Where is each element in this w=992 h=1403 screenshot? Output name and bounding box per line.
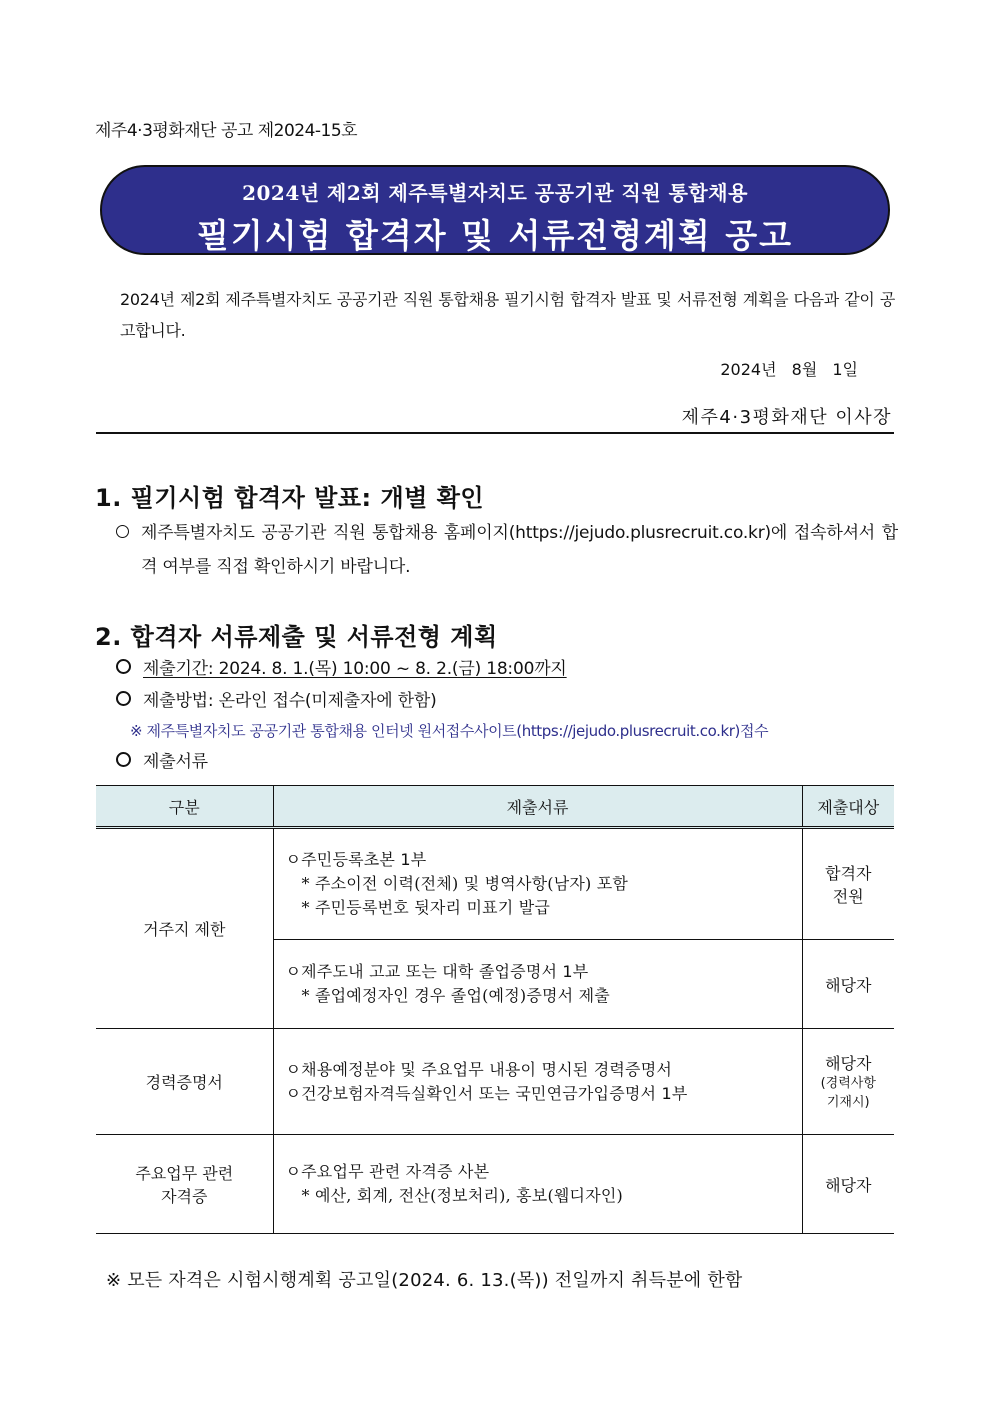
circle-bullet-icon [116, 659, 131, 674]
table-row [96, 1029, 894, 1135]
category-text: 주요업무 관련 [135, 1164, 234, 1183]
target-cell [802, 828, 894, 940]
category-license [96, 1135, 273, 1234]
submission-method-note: ※ 제주특별자치도 공공기관 통합채용 인터넷 원서접수사이트(https://jejudo.plusrecruit.co.kr)접수 [130, 722, 769, 740]
submission-method [116, 684, 437, 718]
table-row [96, 828, 894, 940]
document-subitem: * 주민등록번호 뒷자리 미표기 발급 [301, 898, 551, 917]
header-target: 제출대상 [802, 786, 894, 828]
category-text: 자격증 [161, 1187, 208, 1206]
target-cell: 해당자 [802, 940, 894, 1029]
issuer-name: 제주4·3평화재단 이사장 [681, 407, 892, 428]
category-residence: 거주지 제한 [96, 828, 273, 1029]
header-category: 구분 [96, 786, 273, 828]
table-header-row [96, 786, 894, 828]
divider [96, 432, 894, 434]
submission-period [116, 652, 567, 686]
document-subitem: * 예산, 회계, 전산(정보처리), 홍보(웹디자인) [301, 1186, 623, 1205]
section1-bullet [116, 516, 898, 584]
notice-number: 제주4·3평화재단 공고 제2024-15호 [95, 121, 358, 141]
document-item: ㅇ주민등록초본 1부 [285, 850, 427, 869]
banner-title: 필기시험 합격자 및 서류전형계획 공고 [196, 216, 793, 255]
target-text: 해당자 [825, 1054, 872, 1073]
final-note: ※ 모든 자격은 시험시행계획 공고일(2024. 6. 13.(목)) 전일까지 취득분에 한함 [106, 1270, 743, 1291]
documents-label-text: 제출서류 [143, 752, 208, 772]
document-item: ㅇ주요업무 관련 자격증 사본 [285, 1162, 490, 1181]
target-text: 합격자 [825, 864, 872, 883]
documents-cell [273, 828, 802, 940]
target-text: 전원 [832, 887, 864, 906]
document-subitem: * 졸업예정자인 경우 졸업(예정)증명서 제출 [301, 986, 610, 1005]
document-subitem: * 주소이전 이력(전체) 및 병역사항(남자) 포함 [301, 874, 629, 893]
notice-date: 2024년 8월 1일 [720, 360, 858, 379]
documents-cell [273, 1135, 802, 1234]
intro-text: 2024년 제2회 제주특별자치도 공공기관 직원 통합채용 필기시험 합격자 발표 및 서류전형 계획을 다음과 같이 공고합니다. [120, 290, 895, 340]
target-cell: 해당자 [802, 1135, 894, 1234]
documents-cell [273, 940, 802, 1029]
documents-label [116, 745, 208, 779]
documents-table [96, 785, 894, 1234]
header-documents: 제출서류 [273, 786, 802, 828]
section1-title: 1. 필기시험 합격자 발표: 개별 확인 [95, 484, 485, 512]
title-banner [100, 165, 890, 255]
document-item: ㅇ채용예정분야 및 주요업무 내용이 명시된 경력증명서 [285, 1059, 673, 1079]
category-career: 경력증명서 [96, 1029, 273, 1135]
circle-bullet-icon [116, 691, 131, 706]
submission-period-text: 제출기간: 2024. 8. 1.(목) 10:00 ~ 8. 2.(금) 18:00까지 [143, 659, 567, 679]
banner-subtitle: 2024년 제2회 제주특별자치도 공공기관 직원 통합채용 [242, 181, 748, 205]
circle-bullet-icon [116, 525, 129, 538]
documents-cell [273, 1029, 802, 1135]
section2-title: 2. 합격자 서류제출 및 서류전형 계획 [95, 623, 498, 651]
submission-method-text: 제출방법: 온라인 접수(미제출자에 한함) [143, 691, 437, 711]
document-item: ㅇ건강보험자격득실확인서 또는 국민연금가입증명서 1부 [285, 1083, 688, 1103]
table-row [96, 1135, 894, 1234]
circle-bullet-icon [116, 752, 131, 767]
target-cell [802, 1029, 894, 1135]
target-note: (경력사항 [820, 1076, 876, 1091]
section1-bullet-text: 제주특별자치도 공공기관 직원 통합채용 홈페이지(https://jejudo.plusrecruit.co.kr)에 접속하셔서 합격 여부를 직접 확인하시기 바랍니다. [141, 523, 898, 577]
target-note: 기재시) [826, 1095, 870, 1110]
document-item: ㅇ제주도내 고교 또는 대학 졸업증명서 1부 [285, 962, 589, 981]
